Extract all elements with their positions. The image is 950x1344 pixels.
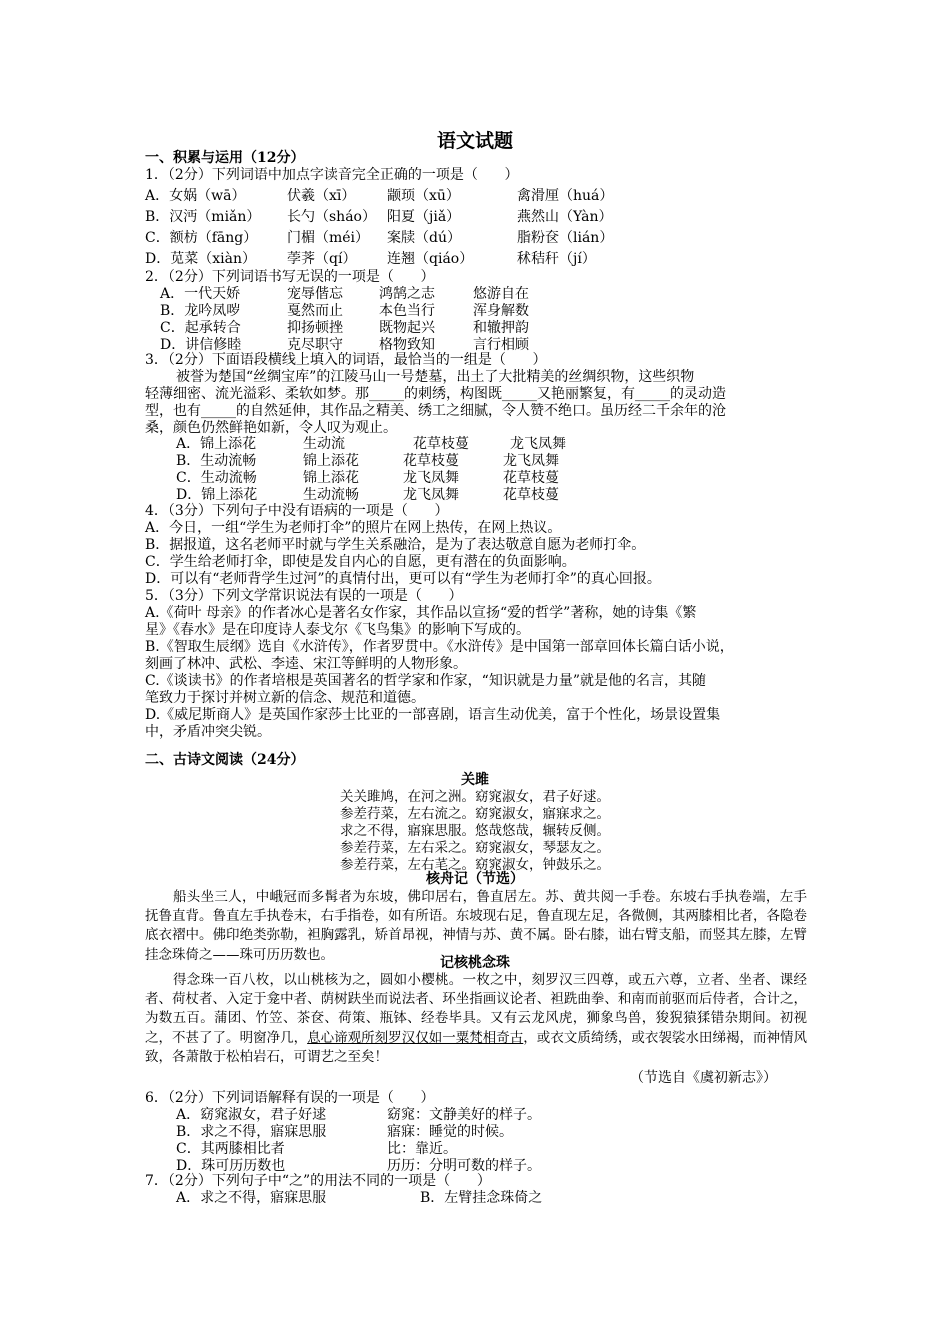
poem-line: 参差荇菜，左右采之。窈窕淑女，琴瑟友之。 [340,840,610,856]
q2-a-3: 鸿鹄之志 [379,286,435,302]
q5-line: D.《威尼斯商人》是英国作家莎士比亚的一部喜剧，语言生动优美，富于个性化，场景设置集 [145,707,721,723]
q1-option-row [145,188,667,209]
q1-d-1: D．苋菜（xiàn） [145,251,256,267]
q3-option-row [176,453,610,470]
q1-b-4: 燕然山（Yàn） [517,209,613,225]
text2-source: （节选自《虞初新志》） [630,1070,777,1086]
q2-d-2: 克尽职守 [287,337,343,353]
q1-b-3: 阳夏（jiǎ） [387,209,461,225]
q4-stem: 4．（3分）下列句子中没有语病的一项是（ ） [145,503,449,519]
q1-d-4: 秫秸秆（jí） [517,251,596,267]
q2-option-row [160,303,563,320]
q5-line: C.《谈读书》的作者培根是英国著名的哲学家和作家，“知识就是力量”就是他的名言，其随 [145,673,706,689]
poem-title: 关雎 [461,772,489,788]
q3-option-row [176,470,610,487]
q6-option-row [176,1124,541,1141]
text1-title: 核舟记（节选） [426,871,524,887]
q4-option: D．可以有“老师背学生过河”的真情付出，更可以有“学生为老师打伞”的真心回报。 [145,571,661,587]
q3-passage-line: 型，也有_____的自然延伸，其作品之精美、绣工之细腻，令人赞不绝口。虽历经二千余年的沧 [145,403,726,419]
q6-c-gloss: 比：靠近。 [387,1141,457,1157]
q3-c-3: 龙飞凤舞 [403,470,459,486]
q7-stem: 7．（2分）下列句子中“之”的用法不同的一项是（ ） [145,1173,491,1189]
q3-b-3: 花草枝蔓 [403,453,459,469]
q3-passage-line: 轻薄细密、流光溢彩、柔软如梦。那_____的刺绣，构图既_____又艳丽繁复，有_____的灵动造 [145,386,726,402]
q3-c-1: C．生动流畅 [176,470,257,486]
q3-passage-line: 被誉为楚国“丝绸宝库”的江陵马山一号楚墓，出土了大批精美的丝绸织物，这些织物 [176,369,695,385]
text2-body-after: ，或衣文质绮绣，或衣袈裟水田绨褐，而神情风致，各萧散于松柏岩石，可谓艺之至矣！ [145,1029,808,1065]
q3-stem: 3．（2分）下面语段横线上填入的词语，最恰当的一组是（ ） [145,352,547,368]
q1-a-3: 颛顼（xū） [387,188,460,204]
q1-c-1: C．额枋（fāng） [145,230,258,246]
q5-line: 中，矛盾冲突尖锐。 [145,724,271,740]
q2-a-2: 宠辱偕忘 [287,286,343,302]
text2-title: 记核桃念珠 [440,955,510,971]
text1-body: 船头坐三人，中峨冠而多髯者为东坡，佛印居右，鲁直居左。苏、黄共阅一手卷。东坡右手执卷端，左手抚鲁直背。鲁直左手执卷末，右手指卷，如有所语。东坡现右足，鲁直现左足，各微侧，其两膝相比者，各隐卷底衣褶中。佛印绝类弥勒，袒胸露乳，矫首昂视，神情与苏、黄不属。卧右膝，诎右臂支船，而竖其左膝，左臂挂念珠倚之——珠可历历数也。 [145,889,807,963]
q2-a-4: 悠游自在 [473,286,529,302]
poem-line: 参差荇菜，左右芼之。窈窕淑女，钟鼓乐之。 [340,857,610,873]
q3-d-4: 花草枝蔓 [503,487,559,503]
q2-a-1: A．一代天娇 [160,286,241,302]
q3-b-1: B．生动流畅 [176,453,257,469]
page-title: 语文试题 [436,130,513,152]
q5-line: 刻画了林冲、武松、李逵、宋江等鲜明的人物形象。 [145,656,467,672]
q4-option: A．今日，一组“学生为老师打伞”的照片在网上热传，在网上热议。 [145,520,562,536]
q1-a-2: 伏羲（xī） [287,188,356,204]
q1-a-1: A．女娲（wā） [145,188,246,204]
q7-b: B．左臂挂念珠倚之 [420,1190,543,1206]
q1-options [145,188,667,272]
text2-body [145,971,807,1067]
q5-line: A.《荷叶 母亲》的作者冰心是著名女作家，其作品以宣扬“爱的哲学”著称，她的诗集《繁 [145,605,697,621]
q3-a-2: 生动流 [303,436,345,452]
q3-passage-line: 桑，颜色仍然鲜艳如新，令人叹为观止。 [145,420,397,436]
q2-stem: 2．（2分）下列词语书写无误的一项是（ ） [145,269,435,285]
q2-options [160,286,563,354]
q6-stem: 6．（2分）下列词语解释有误的一项是（ ） [145,1090,435,1106]
q2-b-4: 浑身解数 [473,303,529,319]
q3-c-4: 花草枝蔓 [503,470,559,486]
q6-b-text: B．求之不得，寤寐思服 [176,1124,327,1140]
q7-option-row [176,1190,542,1207]
q2-option-row [160,320,563,337]
q2-c-1: C．起承转合 [160,320,241,336]
q5-line: B.《智取生辰纲》选自《水浒传》，作者罗贯中。《水浒传》是中国第一部章回体长篇白话小说， [145,639,734,655]
q6-b-gloss: 寤寐：睡觉的时候。 [387,1124,513,1140]
q5-line: 笔致力于探讨并树立新的信念、规范和道德。 [145,690,425,706]
q3-c-2: 锦上添花 [303,470,359,486]
q3-option-row [176,487,610,504]
q3-d-2: 生动流畅 [303,487,359,503]
q1-option-row [145,230,667,251]
q3-options [176,436,610,504]
q6-option-row [176,1107,541,1124]
text2-underlined: 息心谛观所刻罗汉仅如一粟梵相奇古 [307,1029,524,1046]
q1-b-2: 长勺（sháo） [287,209,376,225]
q3-d-1: D．锦上添花 [176,487,258,503]
q3-a-3: 花草枝蔓 [413,436,469,452]
q3-b-4: 龙飞凤舞 [503,453,559,469]
text2-body-before: 得念珠一百八枚，以山桃核为之，圆如小樱桃。一枚之中，刻罗汉三四尊，或五六尊，立者、坐者、课经者、荷杖者、入定于龛中者、荫树趺坐而说法者、环坐指画议论者、袒跣曲拳、和南而前驱而后侍者，合计之，为数五百。蒲团、竹笠、茶奁、荷策、瓶钵、经卷毕具。又有云龙风虎，狮象鸟兽，狻猊猿猱错杂期间。初视之，不甚了了。明窗净几， [145,972,807,1046]
q6-option-row [176,1141,541,1158]
q2-d-4: 言行相顾 [473,337,529,353]
section-1-heading: 一、积累与运用（12分） [145,150,305,166]
q4-option: B．据报道，这名老师平时就与学生关系融洽，是为了表达敬意自愿为老师打伞。 [145,537,646,553]
q1-a-4: 禽滑厘（huá） [517,188,614,204]
poem-line: 参差荇菜，左右流之。窈窕淑女，寤寐求之。 [340,806,610,822]
q1-c-2: 门楣（méi） [287,230,370,246]
q1-c-4: 脂粉奁（lián） [517,230,614,246]
q3-b-2: 锦上添花 [303,453,359,469]
q2-option-row [160,286,563,303]
q3-a-1: A．锦上添花 [176,436,257,452]
q6-d-gloss: 历历：分明可数的样子。 [387,1158,541,1174]
q7-a: A．求之不得，寤寐思服 [176,1190,327,1206]
q6-a-text: A．窈窕淑女，君子好逑 [176,1107,327,1123]
q2-d-1: D．讲信修睦 [160,337,242,353]
poem-line: 关关雎鸠，在河之洲。窈窕淑女，君子好逑。 [340,789,610,805]
q2-b-1: B．龙吟凤哕 [160,303,241,319]
q2-d-3: 格物致知 [379,337,435,353]
q3-d-3: 龙飞凤舞 [403,487,459,503]
q4-option: C．学生给老师打伞，即使是发自内心的自愿，更有潜在的负面影响。 [145,554,576,570]
q6-options [176,1107,541,1175]
q6-a-gloss: 窈窕：文静美好的样子。 [387,1107,541,1123]
q2-c-2: 抑扬顿挫 [287,320,343,336]
q3-a-4: 龙飞凤舞 [510,436,566,452]
q1-b-1: B．汉沔（miǎn） [145,209,261,225]
poem-line: 求之不得，寤寐思服。悠哉悠哉，辗转反侧。 [340,823,610,839]
q7-options [176,1190,542,1207]
q1-option-row [145,209,667,230]
section-2-heading: 二、古诗文阅读（24分） [145,752,305,768]
q1-c-3: 案牍（dú） [387,230,461,246]
q1-d-2: 荸荠（qí） [287,251,357,267]
q2-c-4: 和辙押韵 [473,320,529,336]
q3-option-row [176,436,610,453]
q2-b-2: 戛然而止 [287,303,343,319]
q1-d-3: 连翘（qiáo） [387,251,474,267]
q5-line: 星》《春水》是在印度诗人泰戈尔《飞鸟集》的影响下写成的。 [145,622,530,638]
q6-d-text: D．珠可历历数也 [176,1158,286,1174]
q1-stem: 1．（2分）下列词语中加点字读音完全正确的一项是（ ） [145,167,519,183]
q6-c-text: C．其两膝相比者 [176,1141,285,1157]
q2-b-3: 本色当行 [379,303,435,319]
q2-c-3: 既物起兴 [379,320,435,336]
q5-stem: 5．（3分）下列文学常识说法有误的一项是（ ） [145,588,463,604]
